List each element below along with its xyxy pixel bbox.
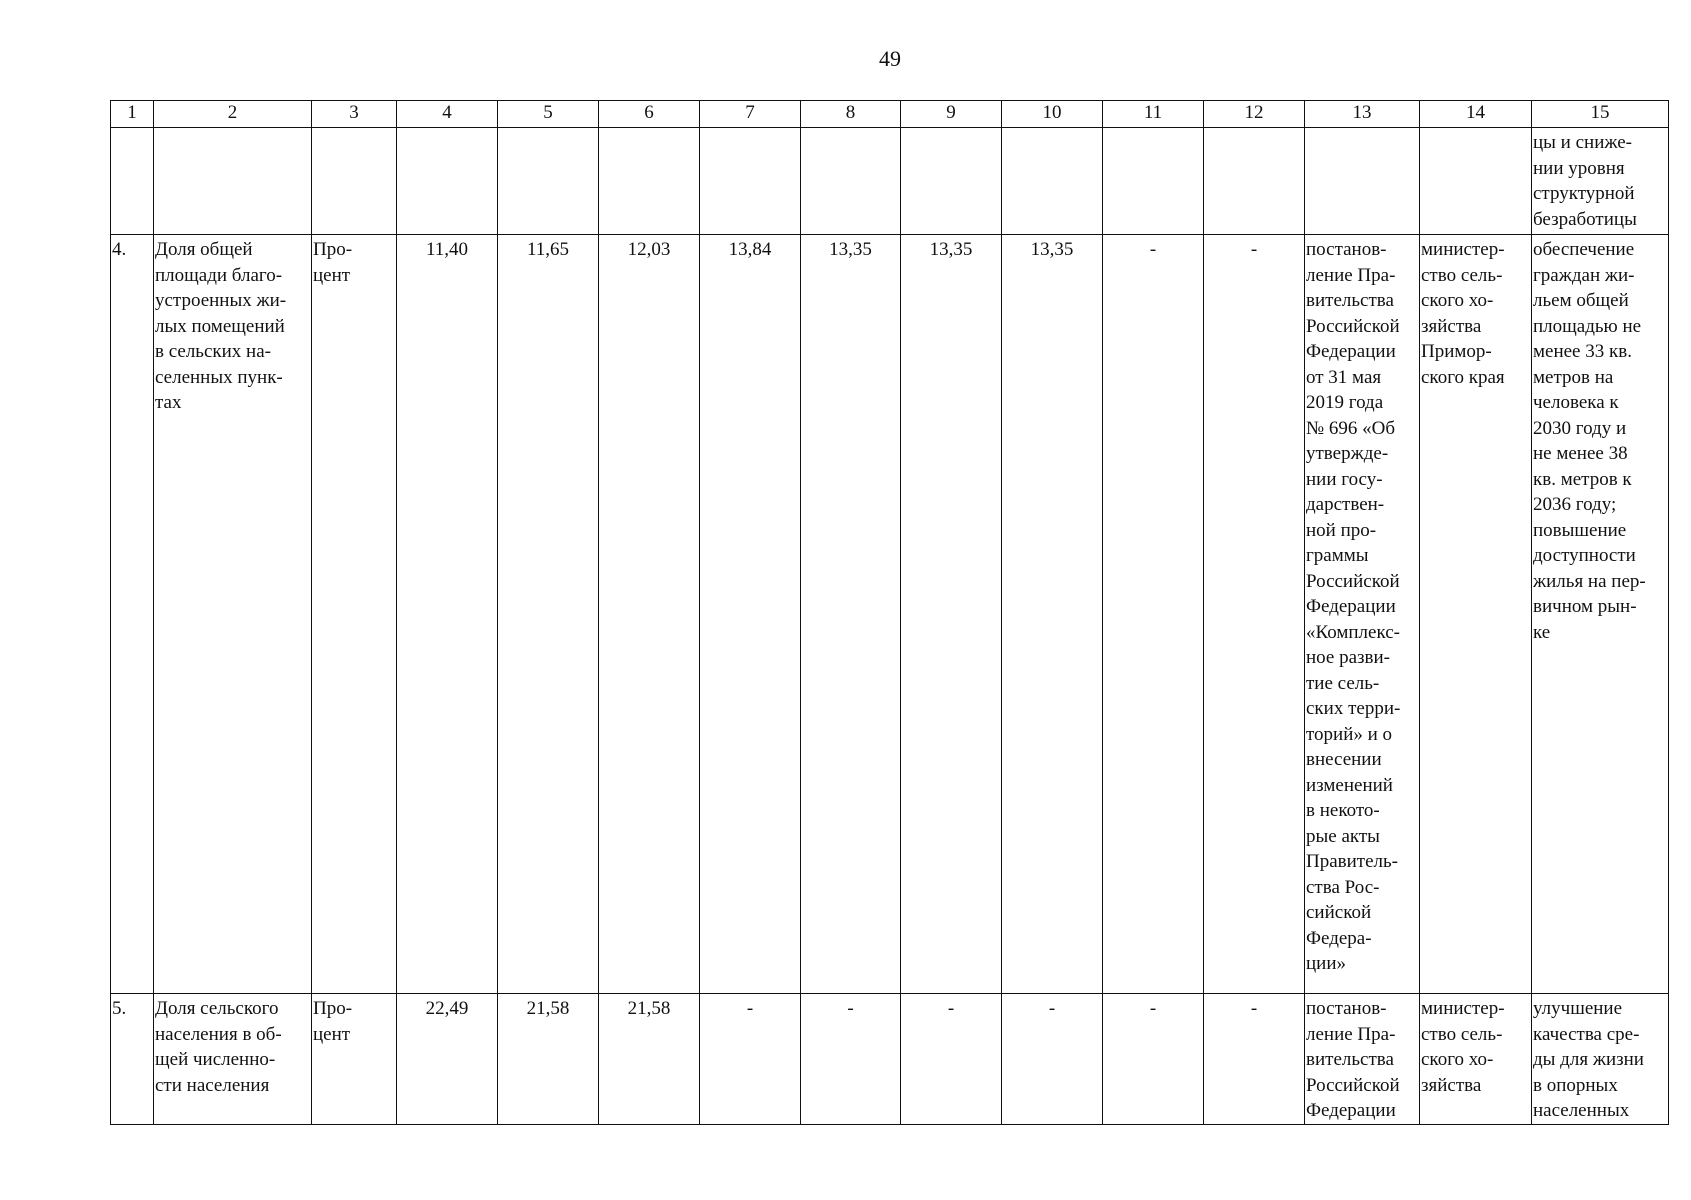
value-cell: 21,58 [498, 994, 599, 1125]
table-cell [154, 128, 312, 235]
table-cell [312, 128, 397, 235]
row-number: 5. [111, 994, 154, 1125]
value-cell: - [1204, 994, 1305, 1125]
table-cell [801, 128, 901, 235]
table-row [111, 235, 1669, 994]
document-cell: постанов- ление Пра- вительства Российской Федерации от 31 мая 2019 года № 696 «Об утвержде- нии госу- дарствен- ной про- граммы Российской Федерации «Комплекс- ное разви- тие сель- ских терри- торий» и о внесении изменений в некото- рые акты Правитель- ства Рос- сийской Федера- ции» [1305, 235, 1420, 994]
column-header: 11 [1103, 101, 1204, 128]
table-cell [1204, 128, 1305, 235]
column-header: 13 [1305, 101, 1420, 128]
table-cell [1002, 128, 1103, 235]
value-cell: 13,84 [700, 235, 801, 994]
column-header: 5 [498, 101, 599, 128]
column-header: 2 [154, 101, 312, 128]
row-number: 4. [111, 235, 154, 994]
page-number: 49 [879, 46, 901, 71]
table-cell [700, 128, 801, 235]
document-cell: постанов- ление Пра- вительства Российской Федерации [1305, 994, 1420, 1125]
table-row [111, 994, 1669, 1125]
table-cell [1305, 128, 1420, 235]
column-header: 10 [1002, 101, 1103, 128]
column-header: 15 [1532, 101, 1669, 128]
value-cell: - [1103, 235, 1204, 994]
column-header: 8 [801, 101, 901, 128]
continuation-row [111, 128, 1669, 235]
table-cell [111, 128, 154, 235]
column-number-row [111, 101, 1669, 128]
unit-cell: Про- цент [312, 235, 397, 994]
value-cell: 21,58 [599, 994, 700, 1125]
result-cell: улучшение качества сре- ды для жизни в опорных населенных [1532, 994, 1669, 1125]
table-cell [599, 128, 700, 235]
table-cell [901, 128, 1002, 235]
indicator-name: Доля сельского населения в об- щей численно- сти населения [154, 994, 312, 1125]
result-cell: обеспечение граждан жи- льем общей площадью не менее 33 кв. метров на человека к 2030 году и не менее 38 кв. метров к 2036 году; повышение доступности жилья на пер- вичном рын- ке [1532, 235, 1669, 994]
column-header: 3 [312, 101, 397, 128]
table-cell [1420, 128, 1532, 235]
value-cell: 11,40 [397, 235, 498, 994]
value-cell: - [1103, 994, 1204, 1125]
table-cell [1103, 128, 1204, 235]
responsible-cell: министер- ство сель- ского хо- зяйства Примор- ского края [1420, 235, 1532, 994]
indicator-name: Доля общей площади благо- устроенных жи- лых помещений в сельских на- селенных пунк- тах [154, 235, 312, 994]
value-cell: - [901, 994, 1002, 1125]
column-header: 14 [1420, 101, 1532, 128]
table-cell [397, 128, 498, 235]
table-cell [498, 128, 599, 235]
value-cell: 13,35 [801, 235, 901, 994]
value-cell: - [700, 994, 801, 1125]
column-header: 9 [901, 101, 1002, 128]
column-header: 6 [599, 101, 700, 128]
column-header: 1 [111, 101, 154, 128]
column-header: 4 [397, 101, 498, 128]
value-cell: - [801, 994, 901, 1125]
indicators-table [110, 100, 1669, 1125]
column-header: 12 [1204, 101, 1305, 128]
value-cell: 13,35 [901, 235, 1002, 994]
result-cell: цы и сниже- нии уровня структурной безработицы [1532, 128, 1669, 235]
value-cell: 13,35 [1002, 235, 1103, 994]
value-cell: 22,49 [397, 994, 498, 1125]
column-header: 7 [700, 101, 801, 128]
value-cell: 12,03 [599, 235, 700, 994]
value-cell: 11,65 [498, 235, 599, 994]
responsible-cell: министер- ство сель- ского хо- зяйства [1420, 994, 1532, 1125]
value-cell: - [1002, 994, 1103, 1125]
unit-cell: Про- цент [312, 994, 397, 1125]
value-cell: - [1204, 235, 1305, 994]
